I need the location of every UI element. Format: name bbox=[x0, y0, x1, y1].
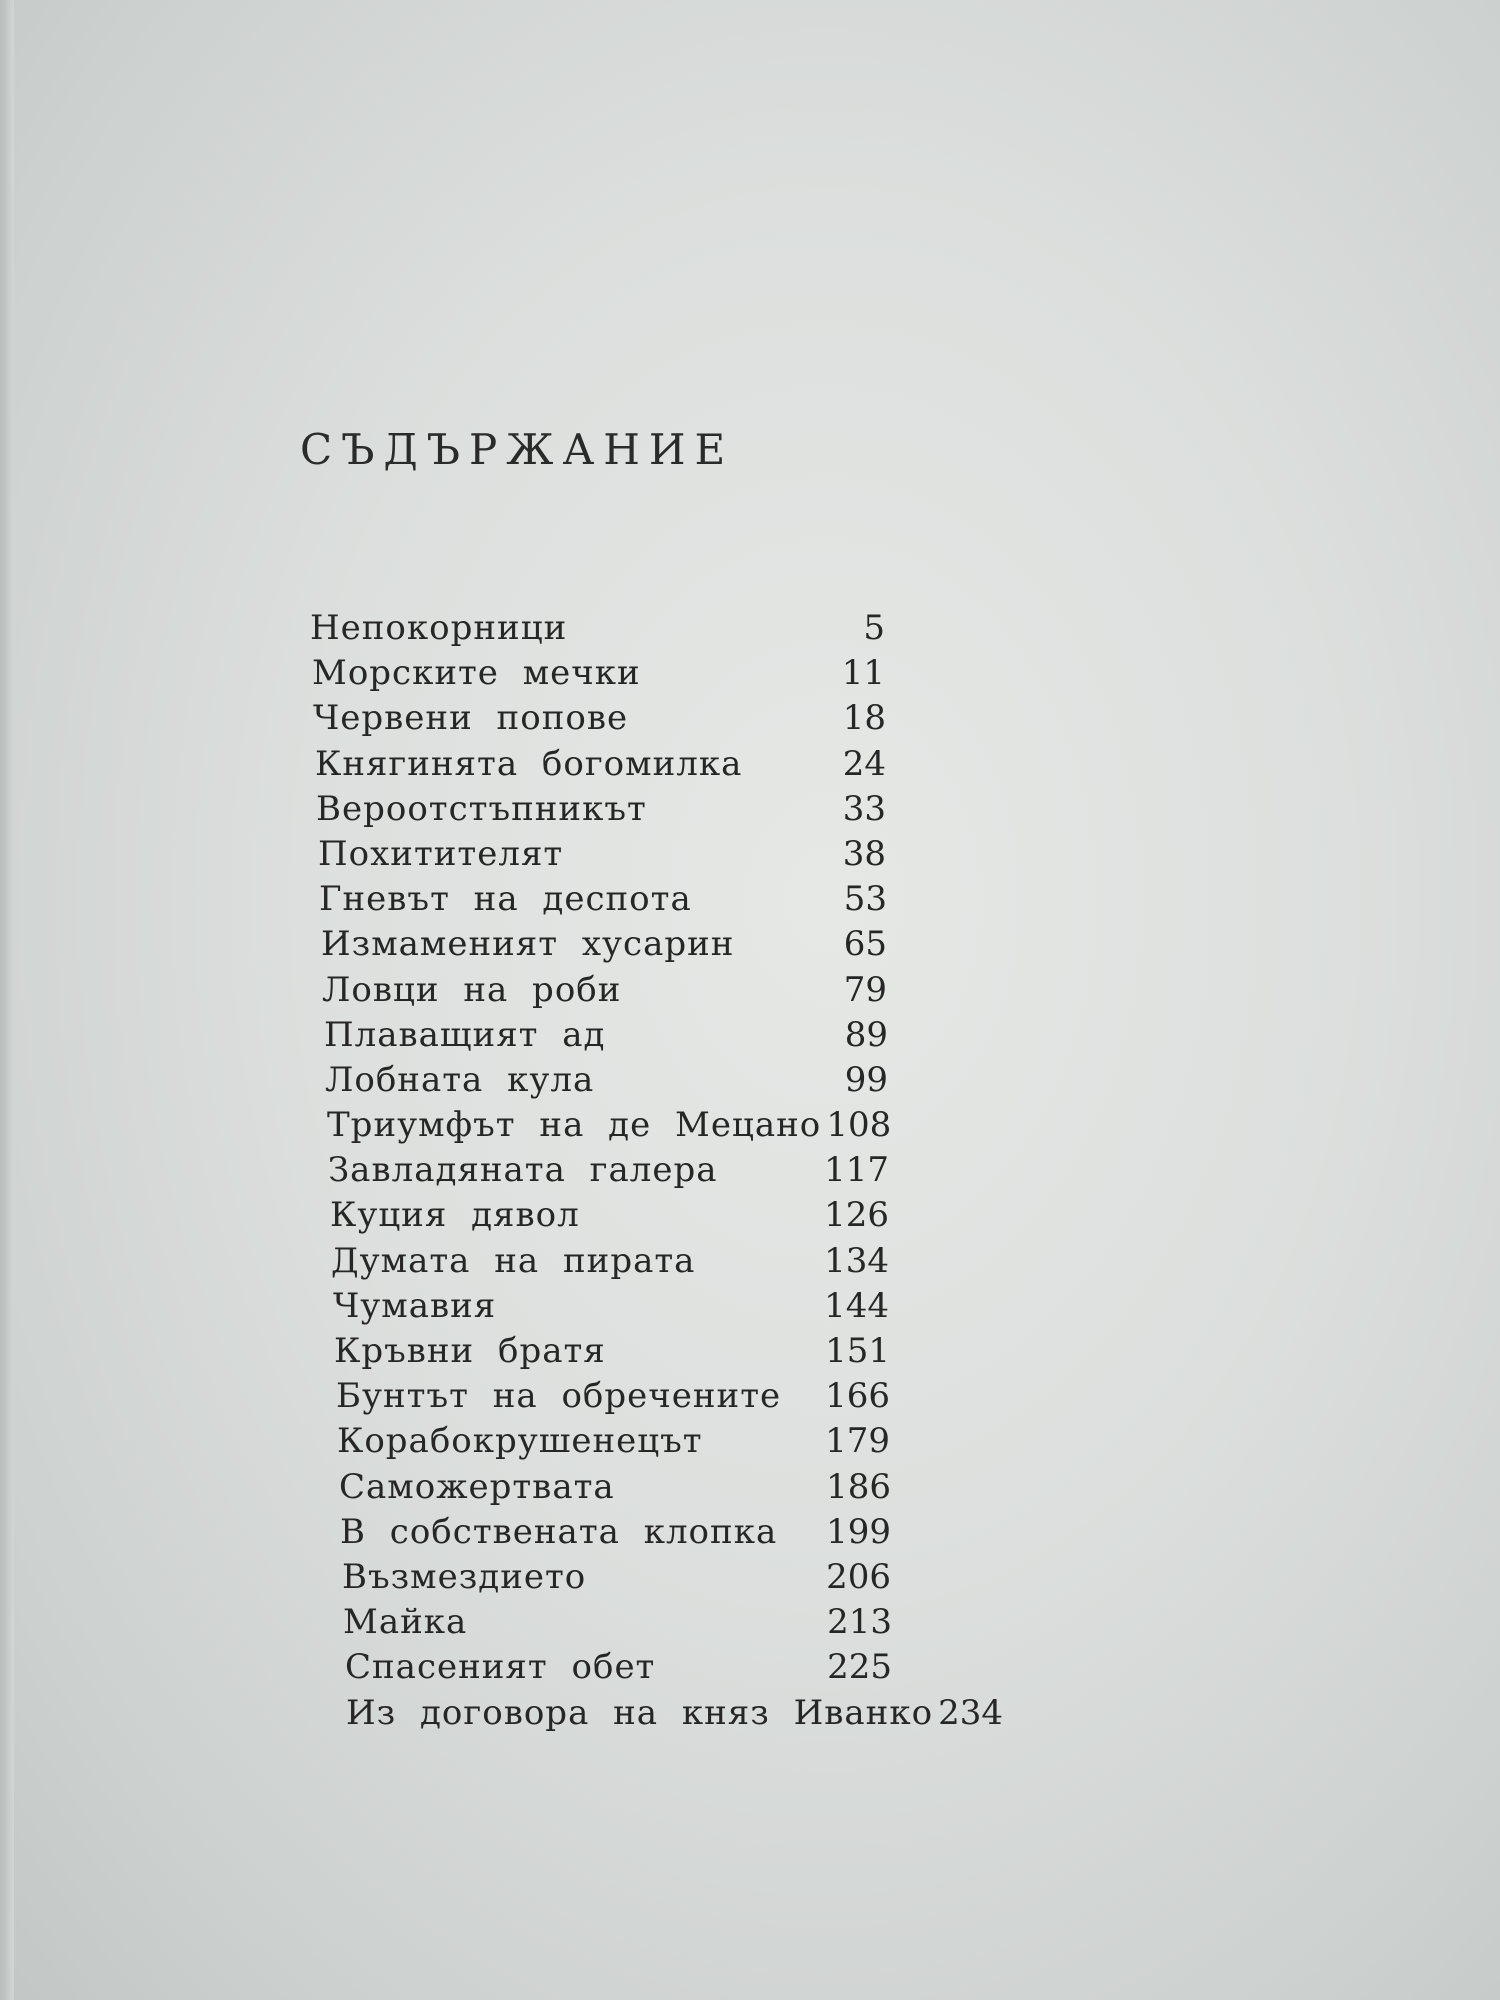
toc-entry bbox=[310, 1557, 960, 1602]
toc-entry-page: 179 bbox=[825, 1421, 890, 1462]
page-title: СЪДЪРЖАНИЕ bbox=[300, 425, 735, 474]
toc-entry bbox=[310, 744, 960, 789]
toc-entry-title: Завладяната галера bbox=[328, 1150, 718, 1191]
toc-entry bbox=[310, 1421, 960, 1466]
toc-entry bbox=[310, 924, 960, 969]
toc-entry-title: Княгинята богомилка bbox=[315, 743, 743, 784]
toc-entry-title: Спасеният обет bbox=[345, 1647, 656, 1688]
toc-entry bbox=[310, 1467, 960, 1512]
toc-entry-page: 65 bbox=[843, 924, 887, 965]
toc-entry bbox=[310, 970, 960, 1015]
toc-entry bbox=[310, 1105, 960, 1150]
toc-entry bbox=[310, 1331, 960, 1376]
toc-entry-title: Плаващият ад bbox=[324, 1014, 606, 1055]
toc-entry-page: 126 bbox=[824, 1195, 889, 1236]
toc-entry-page: 89 bbox=[844, 1014, 888, 1055]
toc-entry bbox=[310, 834, 960, 879]
toc-entry-page: 186 bbox=[826, 1466, 891, 1507]
toc-entry bbox=[310, 698, 960, 743]
toc-entry-title: Непокорници bbox=[310, 608, 568, 648]
toc-entry-page: 144 bbox=[824, 1285, 889, 1326]
toc-entry-page: 134 bbox=[824, 1240, 889, 1281]
toc-entry bbox=[310, 1195, 960, 1240]
toc-entry bbox=[310, 1060, 960, 1105]
toc-entry-page: 33 bbox=[842, 788, 886, 829]
toc-entry-page: 11 bbox=[841, 653, 885, 694]
toc-entry bbox=[310, 608, 960, 653]
toc-entry-page: 108 bbox=[826, 1105, 892, 1146]
toc-entry-title: Майка bbox=[343, 1602, 468, 1643]
toc-entry-page: 99 bbox=[844, 1059, 888, 1100]
toc-entry-title: Саможертвата bbox=[339, 1466, 615, 1507]
toc-entry-title: В собствената клопка bbox=[340, 1511, 778, 1552]
toc-entry-title: Ловци на роби bbox=[322, 969, 622, 1010]
toc-entry-title: Похитителят bbox=[318, 833, 564, 874]
toc-entry-page: 166 bbox=[825, 1376, 890, 1417]
toc-entry-title: Чумавия bbox=[333, 1285, 497, 1326]
toc-entry bbox=[310, 1376, 960, 1421]
toc-entry-title: Куция дявол bbox=[330, 1195, 580, 1236]
toc-entry-title: Лобната кула bbox=[325, 1059, 595, 1100]
toc-entry-page: 79 bbox=[843, 969, 887, 1010]
toc-entry-page: 18 bbox=[842, 698, 886, 739]
toc-entry-title: Триумфът на де Мецано bbox=[327, 1105, 822, 1146]
toc-entry bbox=[310, 1015, 960, 1060]
toc-entry bbox=[310, 1512, 960, 1557]
toc-entry-title: Из договора на княз Иванко bbox=[346, 1692, 934, 1733]
toc-entry-title: Вероотстъпникът bbox=[316, 788, 647, 829]
toc-entry-page: 234 bbox=[938, 1692, 1004, 1733]
toc-entry-title: Измамeният хусарин bbox=[321, 924, 735, 965]
toc-entry bbox=[310, 879, 960, 924]
toc-entry-title: Морските мечки bbox=[312, 653, 641, 694]
toc-entry bbox=[310, 1692, 1004, 1738]
toc-entry-page: 206 bbox=[826, 1556, 891, 1597]
toc-entry bbox=[310, 1241, 960, 1286]
toc-entry-title: Гневът на деспота bbox=[319, 879, 692, 920]
toc-entry bbox=[310, 1602, 960, 1647]
toc-entry-page: 24 bbox=[842, 743, 886, 784]
toc-entry-page: 213 bbox=[827, 1602, 892, 1643]
toc-entry-title: Корабокрушенецът bbox=[337, 1421, 703, 1462]
toc-entry-page: 5 bbox=[863, 608, 885, 648]
page-edge bbox=[0, 0, 14, 2000]
toc-entry bbox=[310, 1286, 960, 1331]
toc-entry-title: Кръвни братя bbox=[334, 1331, 606, 1371]
toc-entry bbox=[310, 653, 960, 698]
toc-entry-title: Червени попове bbox=[313, 698, 629, 739]
toc-entry bbox=[310, 789, 960, 834]
toc-entry bbox=[310, 1150, 960, 1195]
toc-entry-title: Възмездието bbox=[342, 1556, 587, 1597]
toc-entry-page: 225 bbox=[827, 1647, 892, 1688]
toc-entry-title: Бунтът на обречените bbox=[336, 1376, 782, 1417]
toc-entry-page: 53 bbox=[843, 879, 887, 920]
toc-entry-page: 38 bbox=[842, 833, 886, 874]
table-of-contents bbox=[310, 608, 1004, 1738]
toc-entry-page: 117 bbox=[824, 1150, 889, 1191]
toc-entry-page: 199 bbox=[826, 1511, 891, 1552]
toc-entry bbox=[310, 1647, 960, 1692]
toc-entry-title: Думата на пирата bbox=[331, 1240, 696, 1281]
toc-entry-page: 151 bbox=[825, 1331, 890, 1371]
